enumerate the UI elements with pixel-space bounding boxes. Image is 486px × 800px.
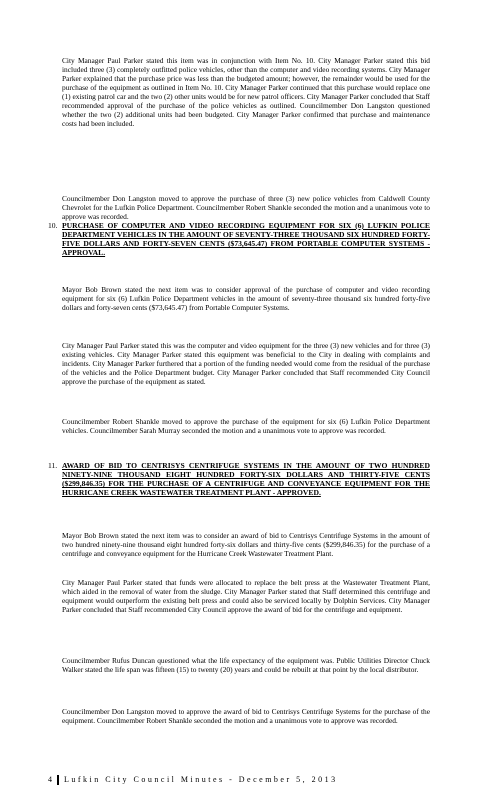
body-text: Councilmember Robert Shankle moved to approve the purchase of the equipment for six (6) Lufkin Police Department vehicles. Councilmember Sarah Murray seconded the motion and a unanimous vote to approve was recorded. [62, 417, 430, 436]
footer-divider [57, 775, 59, 785]
body-text: Mayor Bob Brown stated the next item was to consider approval of the purchase of computer and video recording equipment for six (6) Lufkin Police Department vehicles in the amount of seventy-three thousand six hundred forty-five dollars and forty-seven cents ($73,645.47) from Portable Computer Systems. [62, 285, 430, 313]
paragraph-computer-equipment-motion [62, 417, 430, 435]
paragraph-vehicle-purchase-discussion [62, 56, 430, 128]
paragraph-computer-equipment-intro [62, 285, 430, 312]
footer-title: Lufkin City Council Minutes - December 5, 2013 [64, 775, 338, 784]
body-text: Councilmember Don Langston moved to approve the award of bid to Centrisys Centrifuge Systems for the purchase of the equipment. Councilmember Robert Shankle seconded the motion and a unanimous vote to approve was recorded. [62, 707, 430, 726]
body-text: Mayor Bob Brown stated the next item was to consider an award of bid to Centrisys Centrifuge Systems in the amount of two hundred ninety-nine thousand eight hundred forty-six dollars and thirty-five cents ($299,846.35) for the purchase of a centrifuge and conveyance equipment for the Hurricane Creek Wastewater Treatment Plant. [62, 531, 430, 559]
paragraph-vehicle-purchase-motion [62, 194, 430, 221]
item-number: 11. [48, 461, 58, 470]
paragraph-centrifuge-question [62, 656, 430, 674]
page-number: 4 [48, 775, 52, 784]
body-text: City Manager Paul Parker stated this was the computer and video equipment for the three (3) new vehicles and for three (3) existing vehicles. City Manager Parker stated this equipment was beneficial to the City in dealing with complaints and incidents. City Manager Parker furthered that a portion of the funding needed would come from the residual of the purchase of the vehicles and the Police Department budget. City Manager Parker concluded that Staff recommended City Council approve the purchase of the equipment as stated. [62, 341, 430, 387]
paragraph-computer-equipment-discussion [62, 341, 430, 386]
page-footer [48, 775, 370, 785]
item-title: PURCHASE OF COMPUTER AND VIDEO RECORDING EQUIPMENT FOR SIX (6) LUFKIN POLICE DEPARTMENT VEHICLES IN THE AMOUNT OF SEVENTY-THREE THOUSAND SIX HUNDRED FORTY-FIVE DOLLARS AND FORTY-SEVEN CENTS ($73,645.47) FROM PORTABLE COMPUTER SYSTEMS - APPROVAL. [62, 221, 430, 258]
paragraph-centrifuge-motion [62, 707, 430, 725]
item-title: AWARD OF BID TO CENTRISYS CENTRIFUGE SYSTEMS IN THE AMOUNT OF TWO HUNDRED NINETY-NINE THOUSAND EIGHT HUNDRED FORTY-SIX DOLLARS AND THIRTY-FIVE CENTS ($299,846.35) FOR THE PURCHASE OF A CENTRIFUGE AND CONVEYANCE EQUIPMENT FOR THE HURRICANE CREEK WASTEWATER TREATMENT PLANT - APPROVED. [62, 461, 430, 498]
body-text: Councilmember Don Langston moved to approve the purchase of three (3) new police vehicles from Caldwell County Chevrolet for the Lufkin Police Department. Councilmember Robert Shankle seconded the motion and a unanimous vote to approve was recorded. [62, 194, 430, 222]
item-number: 10. [48, 221, 58, 230]
body-text: Councilmember Rufus Duncan questioned what the life expectancy of the equipment was. Public Utilities Director Chuck Walker stated the life span was fifteen (15) to twenty (20) years and could be rebuilt at that point by the local distributor. [62, 656, 430, 675]
body-text: City Manager Paul Parker stated this item was in conjunction with Item No. 10. City Manager Parker stated this bid included three (3) completely outfitted police vehicles, other than the computer and video recording systems. City Manager Parker explained that the purchase price was less than the budgeted amount; however, the remainder would be used for the purchase of the equipment as outlined in Item No. 10. City Manager Parker continued that this purchase would replace one (1) existing patrol car and the two (2) other units would be for new patrol officers. City Manager Parker concluded that Staff recommended approval of the purchase of the police vehicles as outlined. Councilmember Don Langston questioned whether the two (2) additional units had been budgeted. City Manager Parker confirmed that purchase and maintenance costs had been included. [62, 56, 430, 129]
body-text: City Manager Paul Parker stated that funds were allocated to replace the belt press at the Wastewater Treatment Plant, which aided in the removal of water from the sludge. City Manager Parker stated that Staff determined this centrifuge and equipment would outperform the existing belt press and could also be serviced locally by Dolphin Services. City Manager Parker concluded that Staff recommended City Council approve the award of bid for the centrifuge and equipment. [62, 578, 430, 615]
paragraph-centrifuge-intro [62, 531, 430, 558]
paragraph-centrifuge-discussion [62, 578, 430, 614]
